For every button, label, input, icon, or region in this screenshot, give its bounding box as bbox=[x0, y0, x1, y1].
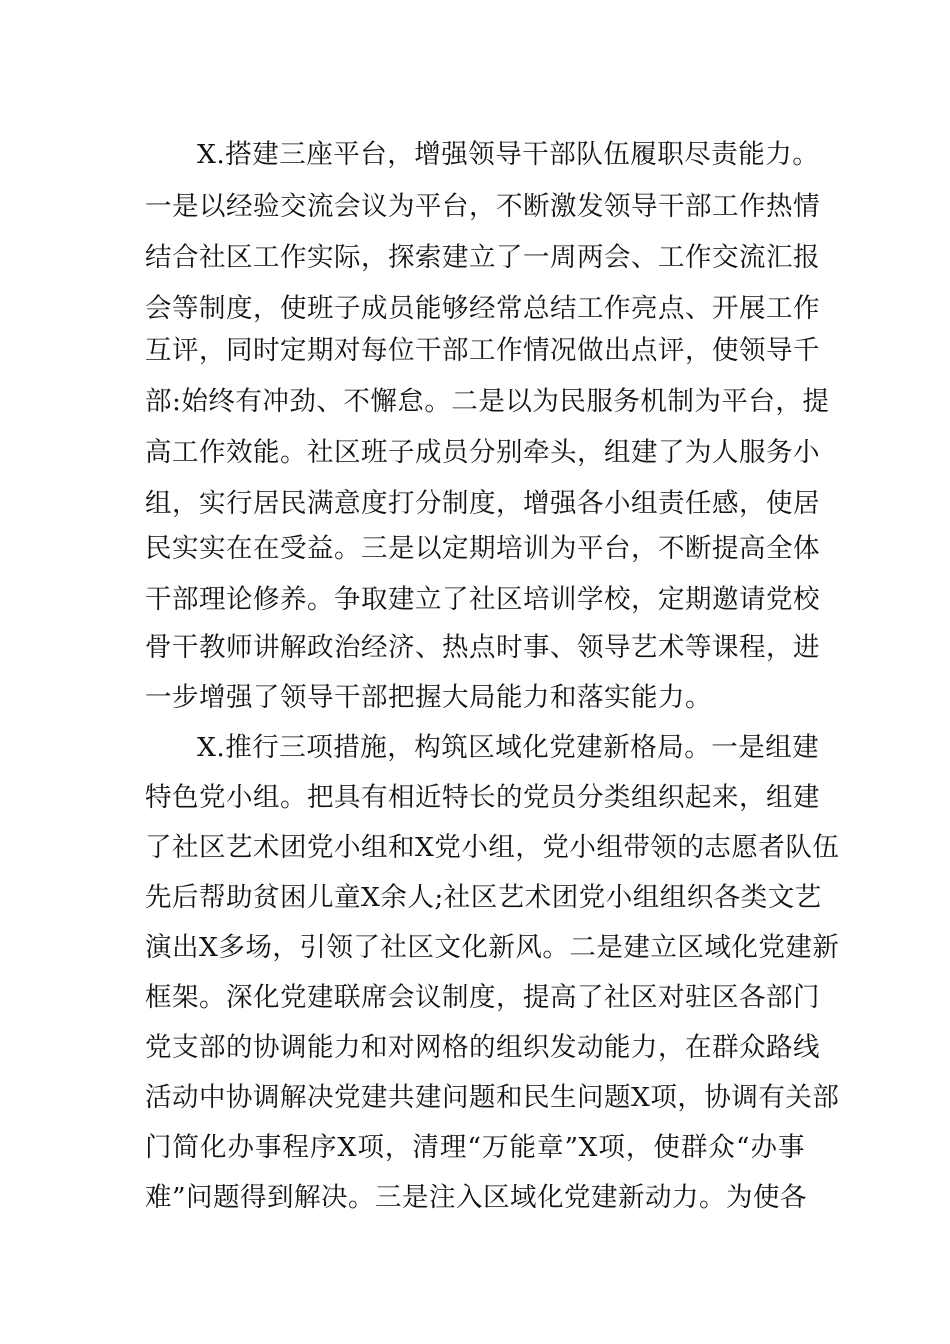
paragraph-2-line-8: 活动中协调解决党建共建问题和民生问题X项，协调有关部 bbox=[145, 1082, 840, 1113]
paragraph-1-line-7: 高工作效能。社区班子成员分别牵头，组建了为人服务小 bbox=[145, 437, 820, 468]
paragraph-2-line-2: 特色党小组。把具有相近特长的党员分类组织起来，组建 bbox=[145, 782, 820, 813]
paragraph-2-line-5: 演出X多场，引领了社区文化新风。二是建立区域化党建新 bbox=[145, 932, 840, 963]
paragraph-1-line-11: 骨干教师讲解政治经济、热点时事、领导艺术等课程，进 bbox=[145, 632, 820, 663]
paragraph-2-line-3: 了社区艺术团党小组和X党小组，党小组带领的志愿者队伍 bbox=[145, 832, 840, 863]
paragraph-1-line-5: 互评，同时定期对每位干部工作情况做出点评，使领导千 bbox=[145, 335, 820, 366]
paragraph-1-line-1: X.搭建三座平台，增强领导干部队伍履职尽责能力。 bbox=[197, 139, 820, 170]
paragraph-2-line-4: 先后帮助贫困儿童X余人;社区艺术团党小组组织各类文艺 bbox=[145, 882, 822, 913]
paragraph-2-line-1: X.推行三项措施，构筑区域化党建新格局。一是组建 bbox=[197, 732, 820, 763]
paragraph-1-line-6: 部:始终有冲劲、不懈怠。二是以为民服务机制为平台，提 bbox=[145, 386, 830, 417]
paragraph-1-line-12: 一步增强了领导干部把握大局能力和落实能力。 bbox=[145, 682, 712, 713]
paragraph-2-line-10: 难”问题得到解决。三是注入区域化党建新动力。为使各 bbox=[145, 1182, 808, 1213]
paragraph-1-line-2: 一是以经验交流会议为平台，不断激发领导干部工作热情 bbox=[145, 191, 820, 222]
paragraph-1-line-4: 会等制度，使班子成员能够经常总结工作亮点、开展工作 bbox=[145, 293, 820, 324]
paragraph-2-line-9: 门简化办事程序X项，清理“万能章”X项，使群众“办事 bbox=[145, 1132, 805, 1163]
paragraph-1-line-10: 干部理论修养。争取建立了社区培训学校，定期邀请党校 bbox=[145, 584, 820, 615]
paragraph-1-line-8: 组，实行居民满意度打分制度，增强各小组责任感，使居 bbox=[145, 488, 820, 519]
paragraph-1-line-3: 结合社区工作实际，探索建立了一周两会、工作交流汇报 bbox=[145, 242, 820, 273]
paragraph-1-line-9: 民实实在在受益。三是以定期培训为平台，不断提高全体 bbox=[145, 533, 820, 564]
paragraph-2-line-7: 党支部的协调能力和对网格的组织发动能力，在群众路线 bbox=[145, 1032, 820, 1063]
paragraph-2-line-6: 框架。深化党建联席会议制度，提高了社区对驻区各部门 bbox=[145, 982, 820, 1013]
